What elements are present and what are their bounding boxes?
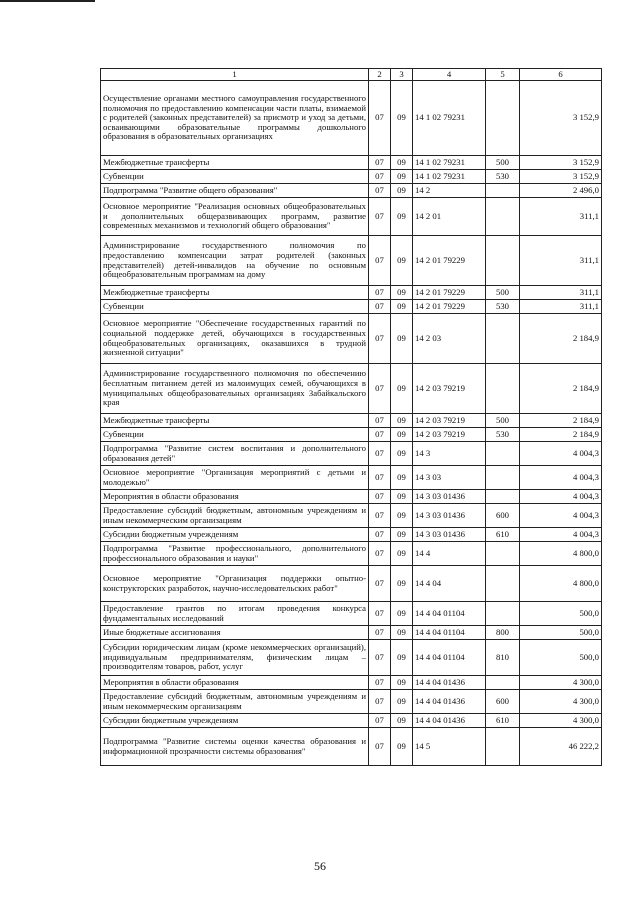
table-row — [101, 81, 602, 156]
row-expense-type — [486, 542, 520, 566]
row-expense-type — [486, 442, 520, 466]
row-expense-type: 500 — [486, 156, 520, 170]
row-subsection: 09 — [391, 602, 413, 626]
row-name: Субсидии юридическим лицам (кроме некоммерческих организаций), индивидуальным предпринимателям, физическим лицам – производителям товаров, работ, услуг — [101, 640, 369, 676]
row-subsection: 09 — [391, 81, 413, 156]
row-section: 07 — [369, 528, 391, 542]
table-row — [101, 428, 602, 442]
row-expense-type — [486, 728, 520, 766]
row-expense-type: 600 — [486, 504, 520, 528]
row-section: 07 — [369, 442, 391, 466]
table-row — [101, 626, 602, 640]
row-subsection: 09 — [391, 300, 413, 314]
header-col-4: 4 — [413, 69, 486, 81]
table-row — [101, 414, 602, 428]
top-rule — [0, 0, 95, 2]
row-section: 07 — [369, 81, 391, 156]
row-expense-type — [486, 314, 520, 364]
table-row — [101, 236, 602, 286]
table-row — [101, 640, 602, 676]
row-name: Основное мероприятие "Организация поддержки опытно-конструкторских разработок, научно-исследовательских работ" — [101, 566, 369, 602]
header-col-6: 6 — [520, 69, 602, 81]
row-subsection: 09 — [391, 236, 413, 286]
row-section: 07 — [369, 236, 391, 286]
row-amount: 4 300,0 — [520, 690, 602, 714]
table-row — [101, 504, 602, 528]
row-subsection: 09 — [391, 690, 413, 714]
table-row — [101, 364, 602, 414]
table-row — [101, 184, 602, 198]
row-section: 07 — [369, 602, 391, 626]
row-target-code: 14 1 02 79231 — [413, 156, 486, 170]
row-target-code: 14 1 02 79231 — [413, 170, 486, 184]
row-section: 07 — [369, 170, 391, 184]
row-expense-type: 530 — [486, 300, 520, 314]
row-section: 07 — [369, 184, 391, 198]
header-col-5: 5 — [486, 69, 520, 81]
row-amount: 311,1 — [520, 286, 602, 300]
row-section: 07 — [369, 690, 391, 714]
row-subsection: 09 — [391, 542, 413, 566]
row-subsection: 09 — [391, 714, 413, 728]
header-col-3: 3 — [391, 69, 413, 81]
row-target-code: 14 4 04 01436 — [413, 676, 486, 690]
row-section: 07 — [369, 566, 391, 602]
header-col-2: 2 — [369, 69, 391, 81]
row-name: Мероприятия в области образования — [101, 490, 369, 504]
row-amount: 4 800,0 — [520, 566, 602, 602]
table-row — [101, 714, 602, 728]
row-amount: 3 152,9 — [520, 81, 602, 156]
row-target-code: 14 4 04 01104 — [413, 602, 486, 626]
row-expense-type — [486, 236, 520, 286]
row-name: Основное мероприятие "Реализация основных общеобразовательных и дополнительных общеразвивающих программ, развитие современных механизмов и технологий общего образования" — [101, 198, 369, 236]
row-target-code: 14 4 04 01104 — [413, 626, 486, 640]
row-name: Межбюджетные трансферты — [101, 414, 369, 428]
row-target-code: 14 2 01 79229 — [413, 300, 486, 314]
row-subsection: 09 — [391, 442, 413, 466]
row-subsection: 09 — [391, 184, 413, 198]
table-row — [101, 690, 602, 714]
row-expense-type — [486, 676, 520, 690]
row-amount: 2 184,9 — [520, 364, 602, 414]
row-amount: 4 004,3 — [520, 466, 602, 490]
table-row — [101, 286, 602, 300]
row-target-code: 14 2 — [413, 184, 486, 198]
row-subsection: 09 — [391, 640, 413, 676]
row-name: Подпрограмма "Развитие систем воспитания и дополнительного образования детей" — [101, 442, 369, 466]
row-expense-type — [486, 466, 520, 490]
row-subsection: 09 — [391, 428, 413, 442]
row-section: 07 — [369, 198, 391, 236]
table-row — [101, 676, 602, 690]
row-section: 07 — [369, 428, 391, 442]
row-target-code: 14 4 04 01436 — [413, 714, 486, 728]
row-section: 07 — [369, 542, 391, 566]
table-row — [101, 314, 602, 364]
budget-table-body — [101, 69, 602, 766]
row-subsection: 09 — [391, 490, 413, 504]
table-row — [101, 466, 602, 490]
row-amount: 4 004,3 — [520, 490, 602, 504]
row-target-code: 14 2 03 79219 — [413, 414, 486, 428]
row-name: Основное мероприятие "Обеспечение государственных гарантий по социальной поддержке детей, обучающихся в государственных общеобразовательных организациях, оказавшихся в трудной жизненной ситуации" — [101, 314, 369, 364]
row-amount: 4 004,3 — [520, 442, 602, 466]
row-amount: 46 222,2 — [520, 728, 602, 766]
row-subsection: 09 — [391, 156, 413, 170]
table-row — [101, 156, 602, 170]
row-section: 07 — [369, 286, 391, 300]
row-amount: 3 152,9 — [520, 156, 602, 170]
row-amount: 500,0 — [520, 626, 602, 640]
row-amount: 4 300,0 — [520, 714, 602, 728]
row-subsection: 09 — [391, 676, 413, 690]
table-row — [101, 542, 602, 566]
row-name: Предоставление субсидий бюджетным, автономным учреждениям и иным некоммерческим организациям — [101, 690, 369, 714]
row-expense-type: 800 — [486, 626, 520, 640]
row-section: 07 — [369, 676, 391, 690]
row-subsection: 09 — [391, 414, 413, 428]
row-expense-type: 500 — [486, 286, 520, 300]
row-section: 07 — [369, 728, 391, 766]
row-name: Подпрограмма "Развитие общего образования" — [101, 184, 369, 198]
row-expense-type: 600 — [486, 690, 520, 714]
header-col-1: 1 — [101, 69, 369, 81]
row-target-code: 14 2 03 — [413, 314, 486, 364]
row-name: Основное мероприятие "Организация мероприятий с детьми и молодежью" — [101, 466, 369, 490]
row-section: 07 — [369, 414, 391, 428]
table-row — [101, 602, 602, 626]
table-row — [101, 490, 602, 504]
row-target-code: 14 2 03 79219 — [413, 364, 486, 414]
row-amount: 2 496,0 — [520, 184, 602, 198]
row-name: Предоставление субсидий бюджетным, автономным учреждениям и иным некоммерческим организациям — [101, 504, 369, 528]
row-section: 07 — [369, 640, 391, 676]
row-name: Предоставление грантов по итогам проведения конкурса фундаментальных исследований — [101, 602, 369, 626]
row-subsection: 09 — [391, 504, 413, 528]
row-target-code: 14 3 — [413, 442, 486, 466]
row-amount: 2 184,9 — [520, 314, 602, 364]
row-target-code: 14 2 03 79219 — [413, 428, 486, 442]
row-target-code: 14 2 01 79229 — [413, 236, 486, 286]
row-expense-type: 610 — [486, 714, 520, 728]
row-subsection: 09 — [391, 528, 413, 542]
row-subsection: 09 — [391, 286, 413, 300]
row-section: 07 — [369, 314, 391, 364]
row-expense-type — [486, 602, 520, 626]
row-target-code: 14 4 — [413, 542, 486, 566]
row-expense-type — [486, 81, 520, 156]
table-row — [101, 528, 602, 542]
header-row — [101, 69, 602, 81]
table-row — [101, 728, 602, 766]
row-expense-type: 500 — [486, 414, 520, 428]
table-row — [101, 300, 602, 314]
row-expense-type: 530 — [486, 170, 520, 184]
row-section: 07 — [369, 714, 391, 728]
row-amount: 500,0 — [520, 602, 602, 626]
table-row — [101, 442, 602, 466]
row-section: 07 — [369, 156, 391, 170]
page-number: 56 — [314, 859, 326, 873]
row-amount: 4 004,3 — [520, 528, 602, 542]
row-name: Подпрограмма "Развитие профессионального, дополнительного профессионального образования и науки" — [101, 542, 369, 566]
row-expense-type: 610 — [486, 528, 520, 542]
row-section: 07 — [369, 626, 391, 640]
row-subsection: 09 — [391, 728, 413, 766]
row-subsection: 09 — [391, 198, 413, 236]
row-name: Осуществление органами местного самоуправления государственного полномочия по предоставлению компенсации части платы, взимаемой с родителей (законных представителей) за присмотр и уход за детьми, осваивающими образовательные программы дошкольного образования в образовательных организациях — [101, 81, 369, 156]
row-name: Подпрограмма "Развитие системы оценки качества образования и информационной прозрачности системы образования" — [101, 728, 369, 766]
row-target-code: 14 4 04 01436 — [413, 690, 486, 714]
row-name: Администрирование государственного полномочия по обеспечению бесплатным питанием детей из малоимущих семей, обучающихся в муниципальных общеобразовательных организациях Забайкальского края — [101, 364, 369, 414]
row-expense-type: 530 — [486, 428, 520, 442]
row-amount: 500,0 — [520, 640, 602, 676]
row-amount: 311,1 — [520, 236, 602, 286]
budget-table — [100, 68, 602, 766]
row-target-code: 14 3 03 01436 — [413, 528, 486, 542]
row-target-code: 14 2 01 — [413, 198, 486, 236]
row-name: Иные бюджетные ассигнования — [101, 626, 369, 640]
row-subsection: 09 — [391, 566, 413, 602]
row-name: Субсидии бюджетным учреждениям — [101, 714, 369, 728]
row-subsection: 09 — [391, 314, 413, 364]
row-amount: 3 152,9 — [520, 170, 602, 184]
row-target-code: 14 3 03 — [413, 466, 486, 490]
table-row — [101, 198, 602, 236]
row-target-code: 14 4 04 01104 — [413, 640, 486, 676]
row-subsection: 09 — [391, 626, 413, 640]
row-expense-type: 810 — [486, 640, 520, 676]
row-target-code: 14 3 03 01436 — [413, 490, 486, 504]
row-subsection: 09 — [391, 364, 413, 414]
row-name: Межбюджетные трансферты — [101, 156, 369, 170]
row-name: Субвенции — [101, 428, 369, 442]
row-amount: 4 800,0 — [520, 542, 602, 566]
row-name: Мероприятия в области образования — [101, 676, 369, 690]
row-target-code: 14 2 01 79229 — [413, 286, 486, 300]
row-target-code: 14 3 03 01436 — [413, 504, 486, 528]
row-name: Субвенции — [101, 170, 369, 184]
row-amount: 311,1 — [520, 300, 602, 314]
row-target-code: 14 5 — [413, 728, 486, 766]
row-section: 07 — [369, 300, 391, 314]
row-name: Межбюджетные трансферты — [101, 286, 369, 300]
row-target-code: 14 4 04 — [413, 566, 486, 602]
row-expense-type — [486, 566, 520, 602]
row-target-code: 14 1 02 79231 — [413, 81, 486, 156]
row-subsection: 09 — [391, 170, 413, 184]
row-expense-type — [486, 490, 520, 504]
row-amount: 2 184,9 — [520, 428, 602, 442]
row-amount: 4 300,0 — [520, 676, 602, 690]
row-name: Субвенции — [101, 300, 369, 314]
row-amount: 311,1 — [520, 198, 602, 236]
row-expense-type — [486, 184, 520, 198]
row-amount: 2 184,9 — [520, 414, 602, 428]
table-row — [101, 170, 602, 184]
row-section: 07 — [369, 466, 391, 490]
row-section: 07 — [369, 490, 391, 504]
row-expense-type — [486, 364, 520, 414]
row-expense-type — [486, 198, 520, 236]
row-section: 07 — [369, 364, 391, 414]
row-section: 07 — [369, 504, 391, 528]
row-amount: 4 004,3 — [520, 504, 602, 528]
row-name: Субсидии бюджетным учреждениям — [101, 528, 369, 542]
row-name: Администрирование государственного полномочия по предоставлению компенсации затрат родителей (законных представителей) детей-инвалидов на обучение по основным общеобразовательным программам на дому — [101, 236, 369, 286]
table-row — [101, 566, 602, 602]
row-subsection: 09 — [391, 466, 413, 490]
